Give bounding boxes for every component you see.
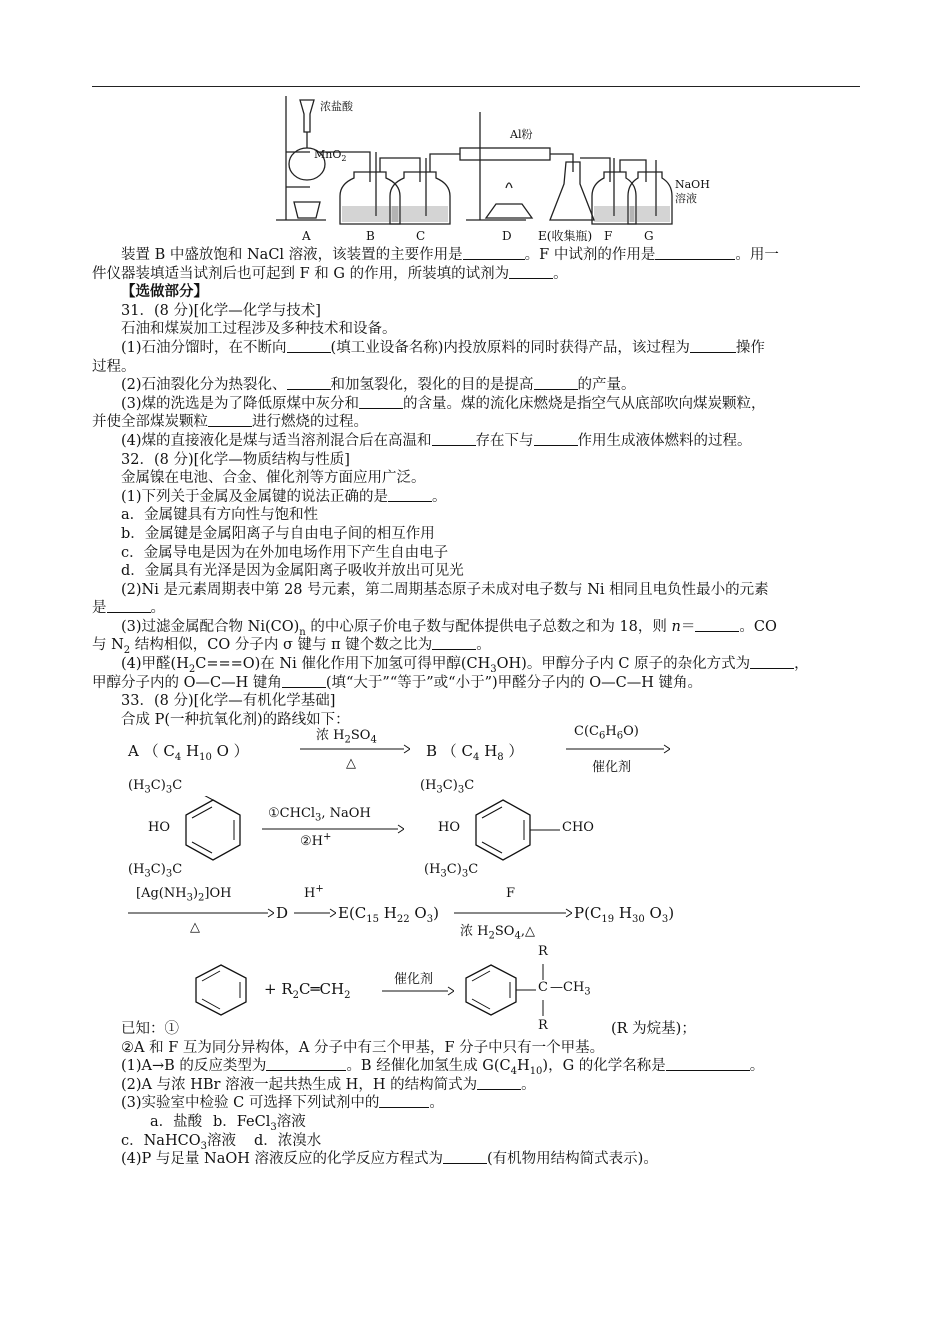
benzene-ring-left (178, 796, 248, 866)
q33-p2: (2)A 与浓 HBr 溶液一起共热生成 H，H 的结构简式为 。 (121, 1076, 536, 1093)
arrow-e-p (454, 908, 572, 918)
arrow-to-d (128, 908, 274, 918)
arrow-known (382, 986, 454, 996)
cond-h-plus-2: H+ (304, 883, 324, 901)
cond-delta-1: △ (346, 756, 356, 771)
arrow-phenol (262, 824, 404, 834)
reagent-c: $C(C_6H_6O)$ (574, 724, 639, 742)
q33-known2: ②A 和 F 互为同分异构体，A 分子中有三个甲基，F 分子中只有一个甲基。 (121, 1039, 605, 1056)
label-naoh-solution: 溶液 (675, 192, 697, 205)
tbu-bottom-left: $(H_3C)_3C$ (128, 862, 183, 880)
q32-title: 32．(8 分)[化学—物质结构与性质] (121, 451, 350, 468)
label-conc-hcl: 浓盐酸 (320, 100, 353, 113)
label-f: F (604, 229, 613, 243)
text-block-lower (92, 1020, 862, 1169)
arrow-b-product (566, 744, 670, 754)
cond-h2so4-2: 浓 $H_2SO_4,\triangle$ (460, 924, 535, 942)
q32-option-a: a．金属键具有方向性与饱和性 (121, 507, 319, 524)
q32-p3: (3)过滤金属配合物 $Ni(CO)_n$ 的中心原子价电子数与配体提供电子总数之和为 18，则 n＝ 。CO (121, 618, 777, 638)
benzene-ring-right (468, 796, 568, 866)
q33-options-ab: a．盐酸 b．FeCl$_3$溶液 (150, 1113, 306, 1133)
q32-intro: 金属镍在电池、合金、催化剂等方面应用广泛。 (121, 470, 426, 487)
q30-line2: 件仪器装填适当试剂后也可起到 F 和 G 的作用，所装填的试剂为 。 (92, 265, 568, 282)
cond-chcl3: ①CHCl$_3$, NaOH (268, 806, 371, 824)
q31-p3: (3)煤的洗选是为了降低原煤中灰分和 的含量。煤的流化床燃烧是指空气从底部吹向煤炭颗粒， (121, 395, 766, 412)
label-d: D (502, 229, 512, 243)
q31-p2: (2)石油裂化分为热裂化、 和加氢裂化，裂化的目的是提高 的产量。 (121, 377, 636, 394)
benzene-known-left (190, 962, 252, 1018)
tbu-bottom-right: $(H_3C)_3C$ (424, 862, 479, 880)
cond-catalyst-1: 催化剂 (592, 760, 632, 775)
q31-p1-cont: 过程。 (92, 358, 136, 375)
cond-tollens: $[Ag(NH_3)_2]OH$ (136, 886, 232, 904)
q32-option-b: b．金属键是金属阳离子与自由电子间的相互作用 (121, 525, 435, 542)
q32-p1: (1)下列关于金属及金属键的说法正确的是 。 (121, 488, 447, 505)
known-r-bottom: R (538, 1018, 548, 1033)
q31-intro: 石油和煤炭加工过程涉及多种技术和设备。 (121, 321, 397, 338)
apparatus-figure (270, 92, 710, 244)
q33-p3: (3)实验室中检验 C 可选择下列试剂中的 。 (121, 1095, 444, 1112)
known-alkene: + $R_2C═CH_2$ (264, 980, 351, 1001)
q32-p3-cont: 与 $N_2$ 结构相似，CO 分子内 σ 键与 π 键个数之比为 。 (92, 637, 491, 657)
label-e: E(收集瓶) (538, 229, 593, 243)
known-ch3: $—CH_3$ (550, 980, 591, 998)
q32-p2-cont: 是 。 (92, 600, 165, 617)
q33-options-cd: c．NaHCO$_3$溶液 d．浓溴水 (121, 1132, 322, 1152)
known-c-center: C (538, 980, 548, 995)
known-catalyst: 催化剂 (394, 972, 434, 987)
q33-p1: (1)A→B 的反应类型为 。B 经催化加氢生成 $G(C_4H_{10})$，G 的化学名称是 。 (121, 1058, 765, 1078)
q33-intro: 合成 P(一种抗氧化剂)的路线如下： (121, 711, 350, 728)
q32-option-c: c．金属导电是因为在外加电场作用下产生自由电子 (121, 544, 449, 561)
tbu-top-left: $(H_3C)_3C$ (128, 778, 183, 796)
q33-title: 33．(8 分)[化学—有机化学基础] (121, 693, 336, 710)
cond-h-plus: ②H+ (300, 831, 332, 849)
cond-h2so4: 浓 $H_2SO_4$ (316, 728, 377, 746)
compound-p: $P(C_{19}$ $H_{30}$ $O_3$) (574, 904, 675, 925)
compound-e: $E(C_{15}$ $H_{22}$ $O_3$) (338, 904, 439, 925)
q32-p4-cont: 甲醇分子内的 O—C—H 键角 (填“大于”“等于”或“小于”)甲醛分子内的 O—C—H 键角。 (92, 674, 702, 691)
q33-known1: 已知：① (R 为烷基)； (121, 1021, 696, 1037)
q31-p4: (4)煤的直接液化是煤与适当溶剂混合后在高温和 存在下与 作用生成液体燃料的过程。 (121, 432, 752, 449)
q33-p4: (4)P 与足量 NaOH 溶液反应的化学反应方程式为 (有机物用结构简式表示)。 (121, 1151, 658, 1168)
label-b: B (366, 229, 375, 243)
optional-header: 【选做部分】 (121, 283, 208, 301)
q32-p2: (2)Ni 是元素周期表中第 28 号元素，第二周期基态原子未成对电子数与 Ni 相同且电负性最小的元素 (121, 581, 769, 598)
compound-d: D (276, 904, 289, 922)
label-g: G (644, 229, 654, 243)
arrow-a-b (300, 744, 410, 754)
ho-left: HO (148, 820, 170, 835)
q30-line1: 装置 B 中盛放饱和 NaCl 溶液，该装置的主要作用是 。F 中试剂的作用是 。用一 (121, 247, 779, 263)
tbu-top-right: $(H_3C)_3C$ (420, 778, 475, 796)
cond-delta-2: △ (190, 920, 200, 935)
q31-p3-cont: 并使全部煤炭颗粒 进行燃烧的过程。 (92, 414, 368, 431)
text-block-upper (92, 246, 862, 729)
cho-group: CHO (562, 820, 594, 835)
benzene-known-right (460, 962, 522, 1018)
reagent-f: F (506, 886, 516, 901)
label-naoh: NaOH (675, 178, 710, 191)
q31-p1: (1)石油分馏时，在不断向 (填工业设备名称)内投放原料的同时获得产品，该过程为 操作 (121, 339, 765, 356)
compound-b: B （ $C_4$ $H_8$ ） (426, 742, 524, 763)
header-rule (92, 86, 860, 87)
q32-p4: (4)甲醛$(H_2C===O)$在 Ni 催化作用下加氢可得甲醇$(CH_3OH)$。甲醇分子内 C 原子的杂化方式为 ， (121, 656, 809, 675)
label-al: Al粉 (510, 128, 533, 141)
known-r-top: R (538, 944, 548, 959)
arrow-d-e (294, 908, 336, 918)
q31-title: 31．(8 分)[化学—化学与技术] (121, 302, 321, 319)
label-a: A (302, 229, 311, 243)
ho-right: HO (438, 820, 460, 835)
label-mno2: MnO$_2$ (314, 148, 347, 163)
compound-a: A （ $C_4$ $H_{10}$ O ） (128, 742, 249, 763)
label-c: C (416, 229, 426, 243)
q32-option-d: d．金属具有光泽是因为金属阳离子吸收并放出可见光 (121, 563, 464, 580)
